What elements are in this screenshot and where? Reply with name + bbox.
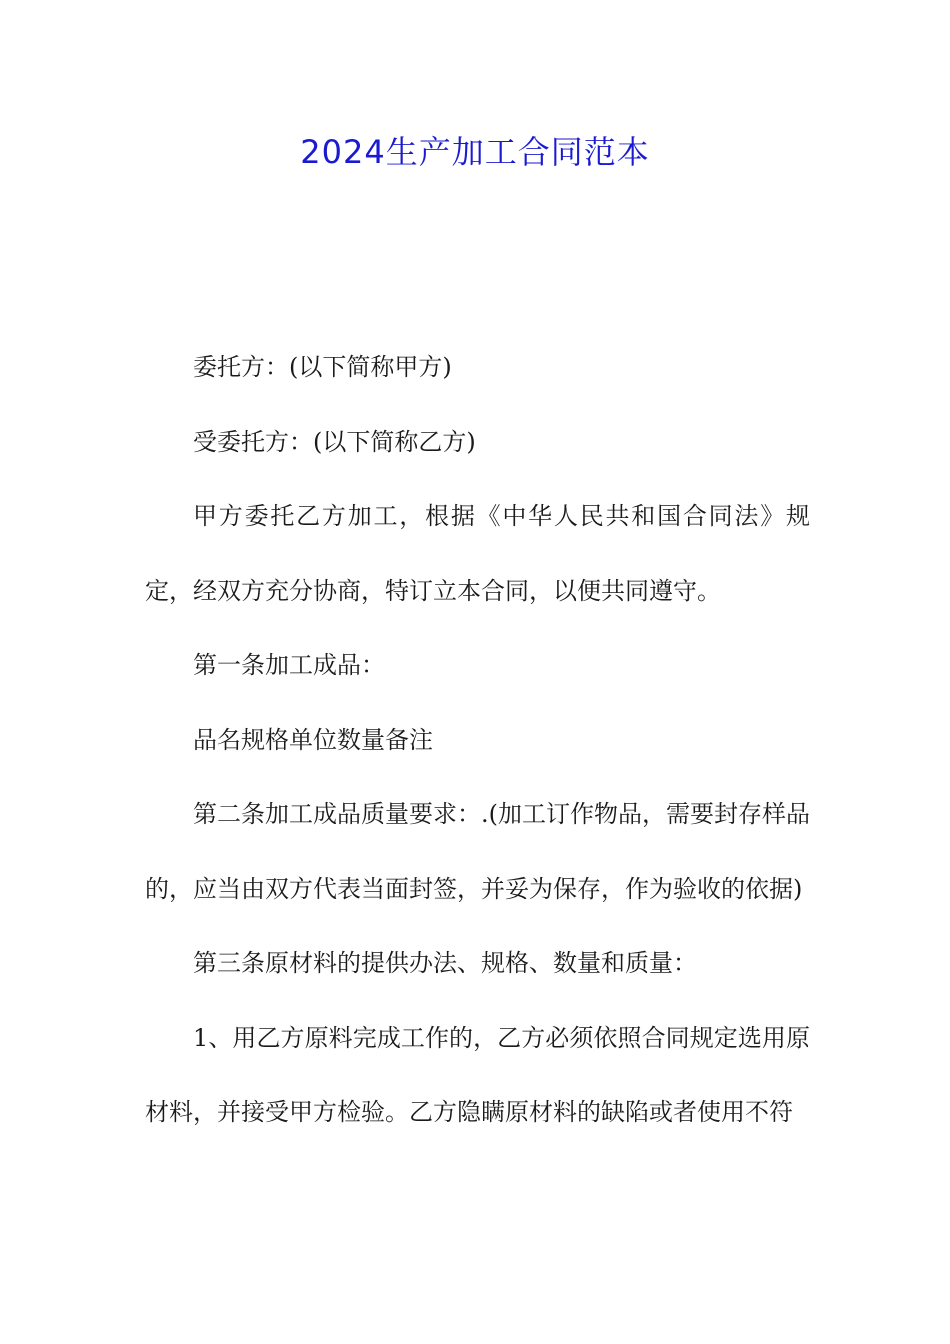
document-title: 2024生产加工合同范本 <box>300 133 650 171</box>
preamble-paragraph: 甲方委托乙方加工，根据《中华人民共和国合同法》规定，经双方充分协商，特订立本合同，以便共同遵守。 <box>145 502 810 605</box>
party-a-line: 委托方：(以下简称甲方) <box>193 353 452 381</box>
article-1-columns: 品名规格单位数量备注 <box>193 725 433 754</box>
document-body <box>145 330 810 1150</box>
article-2-paragraph: 第二条加工成品质量要求：.(加工订作物品，需要封存样品的，应当由双方代表当面封签，并妥为保存，作为验收的依据) <box>145 800 810 903</box>
article-3-heading: 第三条原材料的提供办法、规格、数量和质量： <box>193 949 697 977</box>
article-1-heading: 第一条加工成品： <box>193 651 385 679</box>
article-3-item-1: 1、用乙方原料完成工作的，乙方必须依照合同规定选用原材料，并接受甲方检验。乙方隐瞒原材料的缺陷或者使用不符 <box>145 1023 810 1126</box>
party-b-line: 受委托方：(以下简称乙方) <box>193 427 476 456</box>
